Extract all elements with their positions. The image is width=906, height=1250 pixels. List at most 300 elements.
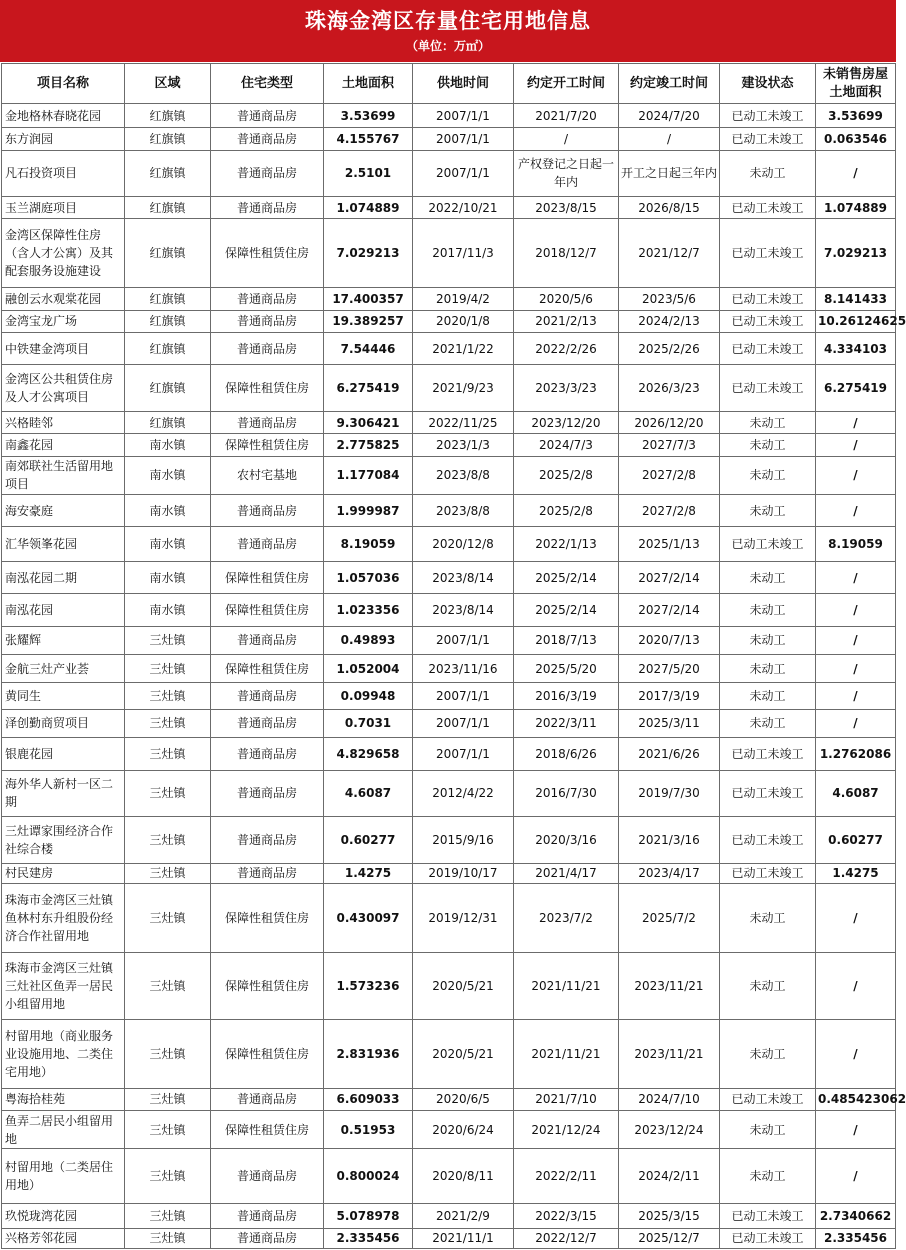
page-title: 珠海金湾区存量住宅用地信息 [305, 9, 591, 33]
construction-status-cell: 未动工 [720, 1149, 816, 1204]
unsold-land-area-cell: / [816, 1019, 896, 1088]
start-date-cell: 2022/3/11 [514, 709, 619, 737]
start-date-cell: 2023/8/15 [514, 197, 619, 219]
land-area-cell: 8.19059 [324, 527, 413, 561]
start-date-cell: 2022/2/11 [514, 1149, 619, 1204]
table-row [2, 817, 896, 864]
land-area-cell: 9.306421 [324, 411, 413, 433]
land-area-cell: 0.60277 [324, 817, 413, 864]
completion-date-cell: 2027/5/20 [619, 655, 720, 683]
supply-date-cell: 2023/8/14 [413, 594, 514, 626]
start-date-cell: 2021/2/13 [514, 310, 619, 332]
land-area-cell: 17.400357 [324, 288, 413, 310]
region-cell: 三灶镇 [125, 1204, 211, 1228]
housing-type-cell: 普通商品房 [211, 863, 324, 883]
region-cell: 红旗镇 [125, 332, 211, 364]
unit-note: （单位：万㎡） [405, 39, 490, 53]
supply-date-cell: 2020/6/5 [413, 1088, 514, 1110]
project-name-cell: 海安豪庭 [2, 495, 125, 527]
start-date-cell: 2025/2/8 [514, 456, 619, 495]
unsold-land-area-cell: 4.6087 [816, 770, 896, 817]
housing-type-cell: 保障性租赁住房 [211, 561, 324, 593]
housing-type-cell: 保障性租赁住房 [211, 952, 324, 1019]
project-name-cell: 南郊联社生活留用地项目 [2, 456, 125, 495]
construction-status-cell: 已动工未竣工 [720, 128, 816, 150]
supply-date-cell: 2022/11/25 [413, 411, 514, 433]
completion-date-cell: 2026/3/23 [619, 365, 720, 412]
region-cell: 南水镇 [125, 434, 211, 456]
supply-date-cell: 2020/5/21 [413, 952, 514, 1019]
region-cell: 三灶镇 [125, 952, 211, 1019]
construction-status-cell: 已动工未竣工 [720, 332, 816, 364]
project-name-cell: 玉兰湖庭项目 [2, 197, 125, 219]
supply-date-cell: 2021/2/9 [413, 1204, 514, 1228]
project-name-cell: 金地格林春晓花园 [2, 104, 125, 128]
completion-date-cell: 2025/12/7 [619, 1228, 720, 1249]
table-row [2, 1019, 896, 1088]
project-name-cell: 中铁建金湾项目 [2, 332, 125, 364]
start-date-cell: 2022/3/15 [514, 1204, 619, 1228]
start-date-cell: 2022/2/26 [514, 332, 619, 364]
land-area-cell: 1.057036 [324, 561, 413, 593]
land-area-cell: 4.6087 [324, 770, 413, 817]
project-name-cell: 村民建房 [2, 863, 125, 883]
housing-type-cell: 普通商品房 [211, 1149, 324, 1204]
completion-date-cell: 开工之日起三年内 [619, 150, 720, 197]
start-date-cell: 2021/4/17 [514, 863, 619, 883]
housing-type-cell: 普通商品房 [211, 1088, 324, 1110]
supply-date-cell: 2007/1/1 [413, 626, 514, 654]
completion-date-cell: 2023/11/21 [619, 1019, 720, 1088]
unsold-land-area-cell: / [816, 495, 896, 527]
supply-date-cell: 2007/1/1 [413, 128, 514, 150]
project-name-cell: 融创云水观棠花园 [2, 288, 125, 310]
housing-type-cell: 保障性租赁住房 [211, 219, 324, 288]
construction-status-cell: 未动工 [720, 594, 816, 626]
construction-status-cell: 已动工未竣工 [720, 1204, 816, 1228]
project-name-cell: 南泓花园 [2, 594, 125, 626]
housing-type-cell: 农村宅基地 [211, 456, 324, 495]
land-area-cell: 2.5101 [324, 150, 413, 197]
region-cell: 南水镇 [125, 495, 211, 527]
table-row [2, 128, 896, 150]
start-date-cell: 产权登记之日起一年内 [514, 150, 619, 197]
land-area-cell: 2.775825 [324, 434, 413, 456]
project-name-cell: 金湾区公共租赁住房及人才公寓项目 [2, 365, 125, 412]
supply-date-cell: 2021/9/23 [413, 365, 514, 412]
land-area-cell: 4.829658 [324, 738, 413, 770]
supply-date-cell: 2019/10/17 [413, 863, 514, 883]
project-name-cell: 三灶谭家围经济合作社综合楼 [2, 817, 125, 864]
region-cell: 红旗镇 [125, 411, 211, 433]
completion-date-cell: 2025/2/26 [619, 332, 720, 364]
start-date-cell: 2021/11/21 [514, 1019, 619, 1088]
land-area-cell: 6.609033 [324, 1088, 413, 1110]
region-cell: 三灶镇 [125, 884, 211, 953]
table-row [2, 411, 896, 433]
region-cell: 三灶镇 [125, 709, 211, 737]
start-date-cell: 2020/3/16 [514, 817, 619, 864]
completion-date-cell: 2024/7/20 [619, 104, 720, 128]
land-area-cell: 0.49893 [324, 626, 413, 654]
start-date-cell: 2021/12/24 [514, 1110, 619, 1149]
construction-status-cell: 已动工未竣工 [720, 1088, 816, 1110]
start-date-cell: 2025/5/20 [514, 655, 619, 683]
housing-type-cell: 保障性租赁住房 [211, 1019, 324, 1088]
region-cell: 三灶镇 [125, 738, 211, 770]
supply-date-cell: 2015/9/16 [413, 817, 514, 864]
completion-date-cell: 2026/12/20 [619, 411, 720, 433]
housing-type-cell: 普通商品房 [211, 332, 324, 364]
unsold-land-area-cell: 0.60277 [816, 817, 896, 864]
header-row [2, 64, 896, 104]
region-cell: 三灶镇 [125, 626, 211, 654]
project-name-cell: 珠海市金湾区三灶镇鱼林村东升组股份经济合作社留用地 [2, 884, 125, 953]
region-cell: 红旗镇 [125, 288, 211, 310]
table-body [2, 104, 906, 1249]
land-area-cell: 19.389257 [324, 310, 413, 332]
housing-type-cell: 普通商品房 [211, 197, 324, 219]
land-area-cell: 1.573236 [324, 952, 413, 1019]
start-date-cell: 2023/7/2 [514, 884, 619, 953]
supply-date-cell: 2007/1/1 [413, 150, 514, 197]
column-header: 建设状态 [720, 64, 816, 104]
table-row [2, 456, 896, 495]
table-row [2, 219, 896, 288]
region-cell: 三灶镇 [125, 1110, 211, 1149]
column-header: 住宅类型 [211, 64, 324, 104]
unsold-land-area-cell: / [816, 456, 896, 495]
construction-status-cell: 未动工 [720, 495, 816, 527]
completion-date-cell: 2023/11/21 [619, 952, 720, 1019]
project-name-cell: 银鹿花园 [2, 738, 125, 770]
column-header: 未销售房屋土地面积 [816, 64, 896, 104]
region-cell: 红旗镇 [125, 128, 211, 150]
region-cell: 南水镇 [125, 456, 211, 495]
completion-date-cell: 2027/2/14 [619, 594, 720, 626]
housing-type-cell: 普通商品房 [211, 150, 324, 197]
region-cell: 三灶镇 [125, 655, 211, 683]
construction-status-cell: 已动工未竣工 [720, 817, 816, 864]
housing-type-cell: 普通商品房 [211, 770, 324, 817]
supply-date-cell: 2007/1/1 [413, 104, 514, 128]
table-row [2, 1088, 896, 1110]
table-row [2, 1228, 896, 1249]
completion-date-cell: 2024/7/10 [619, 1088, 720, 1110]
start-date-cell: 2018/6/26 [514, 738, 619, 770]
land-area-cell: 2.335456 [324, 1228, 413, 1249]
project-name-cell: 东方润园 [2, 128, 125, 150]
project-name-cell: 兴格睦邻 [2, 411, 125, 433]
construction-status-cell: 已动工未竣工 [720, 738, 816, 770]
unsold-land-area-cell: 2.335456 [816, 1228, 896, 1249]
unsold-land-area-cell: / [816, 952, 896, 1019]
construction-status-cell: 未动工 [720, 626, 816, 654]
land-area-cell: 1.023356 [324, 594, 413, 626]
region-cell: 三灶镇 [125, 683, 211, 709]
unsold-land-area-cell: / [816, 626, 896, 654]
supply-date-cell: 2020/12/8 [413, 527, 514, 561]
completion-date-cell: 2025/3/11 [619, 709, 720, 737]
supply-date-cell: 2023/8/8 [413, 495, 514, 527]
unsold-land-area-cell: 2.7340662 [816, 1204, 896, 1228]
land-area-cell: 0.430097 [324, 884, 413, 953]
supply-date-cell: 2007/1/1 [413, 738, 514, 770]
supply-date-cell: 2020/6/24 [413, 1110, 514, 1149]
housing-type-cell: 普通商品房 [211, 738, 324, 770]
supply-date-cell: 2020/5/21 [413, 1019, 514, 1088]
completion-date-cell: 2027/7/3 [619, 434, 720, 456]
project-name-cell: 村留用地（二类居住用地） [2, 1149, 125, 1204]
construction-status-cell: 未动工 [720, 1110, 816, 1149]
housing-type-cell: 保障性租赁住房 [211, 434, 324, 456]
land-area-cell: 1.999987 [324, 495, 413, 527]
land-area-cell: 1.4275 [324, 863, 413, 883]
supply-date-cell: 2017/11/3 [413, 219, 514, 288]
construction-status-cell: 未动工 [720, 434, 816, 456]
construction-status-cell: 已动工未竣工 [720, 770, 816, 817]
project-name-cell: 金航三灶产业荟 [2, 655, 125, 683]
construction-status-cell: 已动工未竣工 [720, 365, 816, 412]
start-date-cell: 2016/3/19 [514, 683, 619, 709]
housing-type-cell: 普通商品房 [211, 709, 324, 737]
construction-status-cell: 已动工未竣工 [720, 1228, 816, 1249]
supply-date-cell: 2007/1/1 [413, 709, 514, 737]
construction-status-cell: 未动工 [720, 709, 816, 737]
construction-status-cell: 已动工未竣工 [720, 219, 816, 288]
column-header: 区域 [125, 64, 211, 104]
project-name-cell: 村留用地（商业服务业设施用地、二类住宅用地） [2, 1019, 125, 1088]
land-area-cell: 1.177084 [324, 456, 413, 495]
unsold-land-area-cell: 6.275419 [816, 365, 896, 412]
table-row [2, 104, 896, 128]
column-header: 土地面积 [324, 64, 413, 104]
column-header: 项目名称 [2, 64, 125, 104]
start-date-cell: 2025/2/14 [514, 561, 619, 593]
completion-date-cell: 2025/7/2 [619, 884, 720, 953]
region-cell: 红旗镇 [125, 150, 211, 197]
completion-date-cell: / [619, 128, 720, 150]
supply-date-cell: 2019/12/31 [413, 884, 514, 953]
completion-date-cell: 2025/1/13 [619, 527, 720, 561]
construction-status-cell: 未动工 [720, 683, 816, 709]
construction-status-cell: 未动工 [720, 150, 816, 197]
start-date-cell: / [514, 128, 619, 150]
completion-date-cell: 2023/12/24 [619, 1110, 720, 1149]
supply-date-cell: 2022/10/21 [413, 197, 514, 219]
column-header: 供地时间 [413, 64, 514, 104]
construction-status-cell: 未动工 [720, 456, 816, 495]
region-cell: 红旗镇 [125, 104, 211, 128]
housing-type-cell: 保障性租赁住房 [211, 884, 324, 953]
region-cell: 三灶镇 [125, 770, 211, 817]
region-cell: 三灶镇 [125, 1149, 211, 1204]
supply-date-cell: 2023/8/8 [413, 456, 514, 495]
project-name-cell: 海外华人新村一区二期 [2, 770, 125, 817]
table-row [2, 288, 896, 310]
completion-date-cell: 2021/12/7 [619, 219, 720, 288]
unsold-land-area-cell: / [816, 434, 896, 456]
completion-date-cell: 2017/3/19 [619, 683, 720, 709]
table-row [2, 527, 896, 561]
project-name-cell: 珠海市金湾区三灶镇三灶社区鱼弄一居民小组留用地 [2, 952, 125, 1019]
construction-status-cell: 已动工未竣工 [720, 863, 816, 883]
table-row [2, 655, 896, 683]
project-name-cell: 南泓花园二期 [2, 561, 125, 593]
completion-date-cell: 2025/3/15 [619, 1204, 720, 1228]
start-date-cell: 2025/2/14 [514, 594, 619, 626]
project-name-cell: 张耀辉 [2, 626, 125, 654]
table-row [2, 561, 896, 593]
start-date-cell: 2021/7/20 [514, 104, 619, 128]
housing-type-cell: 普通商品房 [211, 495, 324, 527]
construction-status-cell: 未动工 [720, 411, 816, 433]
completion-date-cell: 2021/3/16 [619, 817, 720, 864]
table-row [2, 495, 896, 527]
land-area-cell: 0.7031 [324, 709, 413, 737]
start-date-cell: 2022/1/13 [514, 527, 619, 561]
table-row [2, 197, 896, 219]
unsold-land-area-cell: / [816, 411, 896, 433]
region-cell: 三灶镇 [125, 1088, 211, 1110]
start-date-cell: 2023/3/23 [514, 365, 619, 412]
housing-type-cell: 普通商品房 [211, 683, 324, 709]
construction-status-cell: 已动工未竣工 [720, 527, 816, 561]
supply-date-cell: 2020/8/11 [413, 1149, 514, 1204]
start-date-cell: 2020/5/6 [514, 288, 619, 310]
housing-type-cell: 普通商品房 [211, 411, 324, 433]
region-cell: 三灶镇 [125, 1019, 211, 1088]
construction-status-cell: 未动工 [720, 952, 816, 1019]
housing-type-cell: 普通商品房 [211, 104, 324, 128]
housing-type-cell: 普通商品房 [211, 288, 324, 310]
region-cell: 南水镇 [125, 561, 211, 593]
construction-status-cell: 未动工 [720, 1019, 816, 1088]
land-area-cell: 7.54446 [324, 332, 413, 364]
unsold-land-area-cell: 1.4275 [816, 863, 896, 883]
start-date-cell: 2025/2/8 [514, 495, 619, 527]
region-cell: 红旗镇 [125, 197, 211, 219]
supply-date-cell: 2023/1/3 [413, 434, 514, 456]
construction-status-cell: 已动工未竣工 [720, 310, 816, 332]
unsold-land-area-cell: 8.141433 [816, 288, 896, 310]
supply-date-cell: 2020/1/8 [413, 310, 514, 332]
land-area-cell: 1.074889 [324, 197, 413, 219]
start-date-cell: 2021/7/10 [514, 1088, 619, 1110]
completion-date-cell: 2023/4/17 [619, 863, 720, 883]
table-row [2, 1110, 896, 1149]
housing-type-cell: 保障性租赁住房 [211, 1110, 324, 1149]
completion-date-cell: 2027/2/8 [619, 456, 720, 495]
region-cell: 三灶镇 [125, 817, 211, 864]
table-row [2, 884, 896, 953]
project-name-cell: 南鑫花园 [2, 434, 125, 456]
completion-date-cell: 2024/2/13 [619, 310, 720, 332]
region-cell: 三灶镇 [125, 863, 211, 883]
region-cell: 红旗镇 [125, 219, 211, 288]
unsold-land-area-cell: 1.2762086 [816, 738, 896, 770]
completion-date-cell: 2019/7/30 [619, 770, 720, 817]
land-area-cell: 1.052004 [324, 655, 413, 683]
start-date-cell: 2018/7/13 [514, 626, 619, 654]
housing-type-cell: 普通商品房 [211, 626, 324, 654]
housing-type-cell: 保障性租赁住房 [211, 655, 324, 683]
supply-date-cell: 2007/1/1 [413, 683, 514, 709]
start-date-cell: 2024/7/3 [514, 434, 619, 456]
start-date-cell: 2021/11/21 [514, 952, 619, 1019]
table-row [2, 709, 896, 737]
region-cell: 三灶镇 [125, 1228, 211, 1249]
region-cell: 红旗镇 [125, 310, 211, 332]
region-cell: 南水镇 [125, 527, 211, 561]
completion-date-cell: 2023/5/6 [619, 288, 720, 310]
start-date-cell: 2016/7/30 [514, 770, 619, 817]
unsold-land-area-cell: / [816, 561, 896, 593]
housing-type-cell: 普通商品房 [211, 1204, 324, 1228]
table-row [2, 434, 896, 456]
table-row [2, 626, 896, 654]
table-row [2, 1149, 896, 1204]
unsold-land-area-cell: / [816, 150, 896, 197]
supply-date-cell: 2019/4/2 [413, 288, 514, 310]
table-row [2, 150, 896, 197]
column-header: 约定竣工时间 [619, 64, 720, 104]
project-name-cell: 泽创勤商贸项目 [2, 709, 125, 737]
project-name-cell: 粤海拾桂苑 [2, 1088, 125, 1110]
land-area-cell: 6.275419 [324, 365, 413, 412]
completion-date-cell: 2027/2/14 [619, 561, 720, 593]
project-name-cell: 鱼弄二居民小组留用地 [2, 1110, 125, 1149]
project-name-cell: 汇华领峯花园 [2, 527, 125, 561]
construction-status-cell: 已动工未竣工 [720, 288, 816, 310]
table-row [2, 332, 896, 364]
start-date-cell: 2023/12/20 [514, 411, 619, 433]
supply-date-cell: 2012/4/22 [413, 770, 514, 817]
housing-type-cell: 普通商品房 [211, 1228, 324, 1249]
land-area-cell: 4.155767 [324, 128, 413, 150]
table-row [2, 683, 896, 709]
construction-status-cell: 已动工未竣工 [720, 197, 816, 219]
unsold-land-area-cell: / [816, 655, 896, 683]
supply-date-cell: 2021/1/22 [413, 332, 514, 364]
project-name-cell: 玖悦珑湾花园 [2, 1204, 125, 1228]
construction-status-cell: 未动工 [720, 884, 816, 953]
completion-date-cell: 2020/7/13 [619, 626, 720, 654]
unsold-land-area-cell: 1.074889 [816, 197, 896, 219]
unsold-land-area-cell: 7.029213 [816, 219, 896, 288]
title-banner [0, 0, 896, 62]
unsold-land-area-cell: 8.19059 [816, 527, 896, 561]
unsold-land-area-cell: 3.53699 [816, 104, 896, 128]
completion-date-cell: 2026/8/15 [619, 197, 720, 219]
completion-date-cell: 2024/2/11 [619, 1149, 720, 1204]
unsold-land-area-cell: / [816, 1110, 896, 1149]
unsold-land-area-cell: / [816, 1149, 896, 1204]
start-date-cell: 2022/12/7 [514, 1228, 619, 1249]
supply-date-cell: 2023/8/14 [413, 561, 514, 593]
unsold-land-area-cell: 10.26124625 [816, 310, 896, 332]
construction-status-cell: 未动工 [720, 655, 816, 683]
unsold-land-area-cell: 4.334103 [816, 332, 896, 364]
construction-status-cell: 未动工 [720, 561, 816, 593]
land-area-cell: 7.029213 [324, 219, 413, 288]
housing-type-cell: 普通商品房 [211, 128, 324, 150]
unsold-land-area-cell: 0.485423062 [816, 1088, 896, 1110]
table-row [2, 863, 896, 883]
unsold-land-area-cell: / [816, 594, 896, 626]
completion-date-cell: 2021/6/26 [619, 738, 720, 770]
table-row [2, 310, 896, 332]
